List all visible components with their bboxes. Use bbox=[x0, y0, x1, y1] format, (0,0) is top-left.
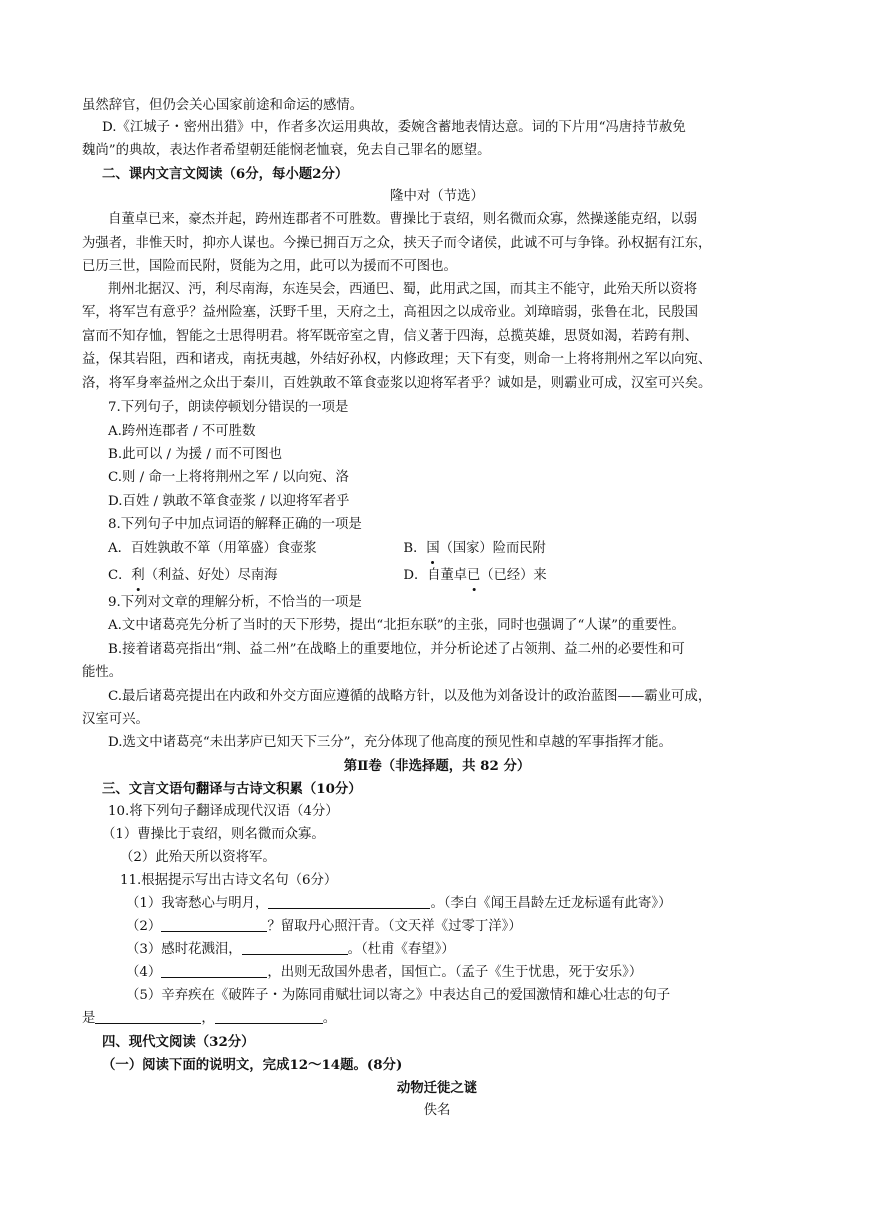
fill-item-cont: 是 ， 。 bbox=[82, 1011, 337, 1026]
question-stem: 7.下列句子，朗读停顿划分错误的一项是 bbox=[108, 400, 349, 415]
dotted-word: 利 bbox=[131, 566, 144, 586]
fill-item: （3）感时花溅泪， 。（杜甫《春望》） bbox=[126, 942, 455, 957]
option-b: B.此可以 / 为援 / 而不可图也 bbox=[108, 447, 283, 462]
answer-blank[interactable] bbox=[95, 1009, 201, 1024]
option-row bbox=[108, 566, 792, 586]
passage-line: 为强者，非惟天时，抑亦人谋也。今操已拥百万之众，挟天子而令诸侯，此诚不可与争锋。孙权据有江东， bbox=[82, 236, 712, 251]
option-c: C．利（利益、好处）尽南海 bbox=[108, 568, 277, 583]
dotted-word: 已 bbox=[467, 566, 480, 586]
passage-line: 益，保其岩阻，西和诸戎，南抚夷越，外结好孙权，内修政理；天下有变，则命一上将将荆州之军以向宛、 bbox=[82, 352, 712, 367]
translate-item: （1）曹操比于袁绍，则名微而众寡。 bbox=[102, 827, 325, 842]
option-c: C.则 / 命一上将将荆州之军 / 以向宛、洛 bbox=[108, 470, 349, 485]
option-b-cont: 能性。 bbox=[82, 665, 123, 680]
passage-line: 已历三世，国险而民附，贤能为之用，此可以为援而不可图也。 bbox=[82, 259, 457, 274]
passage-line: 自董卓已来，豪杰并起，跨州连郡者不可胜数。曹操比于袁绍，则名微而众寡，然操遂能克绍，以弱 bbox=[108, 212, 698, 227]
passage-title: 隆中对（节选） bbox=[390, 189, 484, 204]
question-stem: 8.下列句子中加点词语的解释正确的一项是 bbox=[108, 517, 362, 532]
option-c: C.最后诸葛亮提出在内政和外交方面应遵循的战略方针，以及他为刘备设计的政治蓝图——霸业可成， bbox=[108, 689, 712, 704]
fill-item: （5）辛弃疾在《破阵子・为陈同甫赋壮词以寄之》中表达自己的爱国激情和雄心壮志的句子 bbox=[126, 988, 671, 1003]
fill-item: （4） ，出则无敌国外患者，国恒亡。（孟子《生于忧患，死于安乐》） bbox=[126, 965, 643, 980]
passage-title: 动物迁徙之谜 bbox=[396, 1080, 478, 1096]
passage-line: 荆州北据汉、沔，利尽南海，东连吴会，西通巴、蜀，此用武之国，而其主不能守，此殆天所以资将 bbox=[108, 282, 698, 297]
fill-item: （1）我寄愁心与明月， 。（李白《闻王昌龄左迁龙标遥有此寄》） bbox=[126, 896, 672, 911]
section-heading: 二、课内文言文阅读（6分，每小题2分） bbox=[102, 166, 349, 182]
answer-blank[interactable] bbox=[161, 963, 267, 978]
passage-line: 洛，将军身率益州之众出于秦川，百姓孰敢不箪食壶浆以迎将军者乎？诚如是，则霸业可成，汉室可兴矣。 bbox=[82, 376, 712, 391]
question-stem: 10.将下列句子翻译成现代汉语（4分） bbox=[108, 804, 339, 819]
option-a: A.跨州连郡者 / 不可胜数 bbox=[108, 424, 256, 439]
subsection-heading: （一）阅读下面的说明文，完成12～14题。(8分) bbox=[102, 1057, 403, 1073]
option-d: D.百姓 / 孰敢不箪食壶浆 / 以迎将军者乎 bbox=[108, 494, 350, 509]
fill-item: （2） ？留取丹心照汗青。（文天祥《过零丁洋》） bbox=[126, 919, 522, 934]
answer-blank[interactable] bbox=[268, 894, 430, 909]
option-a: A．百姓孰敢不箪（用箪盛）食壶浆 bbox=[108, 541, 317, 556]
passage-line: 军，将军岂有意乎？益州险塞，沃野千里，天府之土，高祖因之以成帝业。刘璋暗弱，张鲁在北，民殷国 bbox=[82, 305, 698, 320]
option-d: D．自董卓已（已经）来 bbox=[403, 566, 546, 586]
passage-line: 富而不知存恤，智能之士思得明君。将军既帝室之胄，信义著于四海，总揽英雄，思贤如渴，若跨有荆、 bbox=[82, 329, 698, 344]
question-stem: 11.根据提示写出古诗文名句（6分） bbox=[120, 873, 338, 888]
option-b: B.接着诸葛亮指出“荆、益二州”在战略上的重要地位，并分析论述了占领荆、益二州的必要性和可 bbox=[108, 642, 685, 657]
text-line: 魏尚”的典故，表达作者希望朝廷能悯老恤衰，免去自己罪名的愿望。 bbox=[82, 143, 491, 158]
answer-blank[interactable] bbox=[161, 917, 267, 932]
dotted-word: 国 bbox=[426, 539, 439, 559]
translate-item: （2）此殆天所以资将军。 bbox=[120, 850, 276, 865]
option-a: A.文中诸葛亮先分析了当时的天下形势，提出“北拒东联”的主张，同时也强调了“人谋”的重要性。 bbox=[108, 618, 685, 633]
option-d: D.选文中诸葛亮“未出茅庐已知天下三分”，充分体现了他高度的预见性和卓越的军事指挥才能。 bbox=[108, 735, 672, 750]
question-stem: 9.下列对文章的理解分析，不恰当的一项是 bbox=[108, 595, 362, 610]
part-heading: 第Ⅱ卷（非选择题，共 82 分） bbox=[343, 758, 531, 774]
text-line: 虽然辞官，但仍会关心国家前途和命运的感情。 bbox=[82, 98, 364, 113]
option-c-cont: 汉室可兴。 bbox=[82, 712, 149, 727]
answer-blank[interactable] bbox=[215, 1009, 323, 1024]
option-row bbox=[108, 539, 792, 559]
section-heading: 四、现代文阅读（32分） bbox=[102, 1034, 255, 1050]
answer-blank[interactable] bbox=[242, 940, 348, 955]
author: 佚名 bbox=[423, 1103, 451, 1118]
text-line: D.《江城子・密州出猎》中，作者多次运用典故，委婉含蓄地表情达意。词的下片用“冯唐持节赦免 bbox=[102, 120, 686, 135]
option-b: B．国（国家）险而民附 bbox=[403, 539, 545, 559]
section-heading: 三、文言文语句翻译与古诗文积累（10分） bbox=[102, 781, 362, 797]
